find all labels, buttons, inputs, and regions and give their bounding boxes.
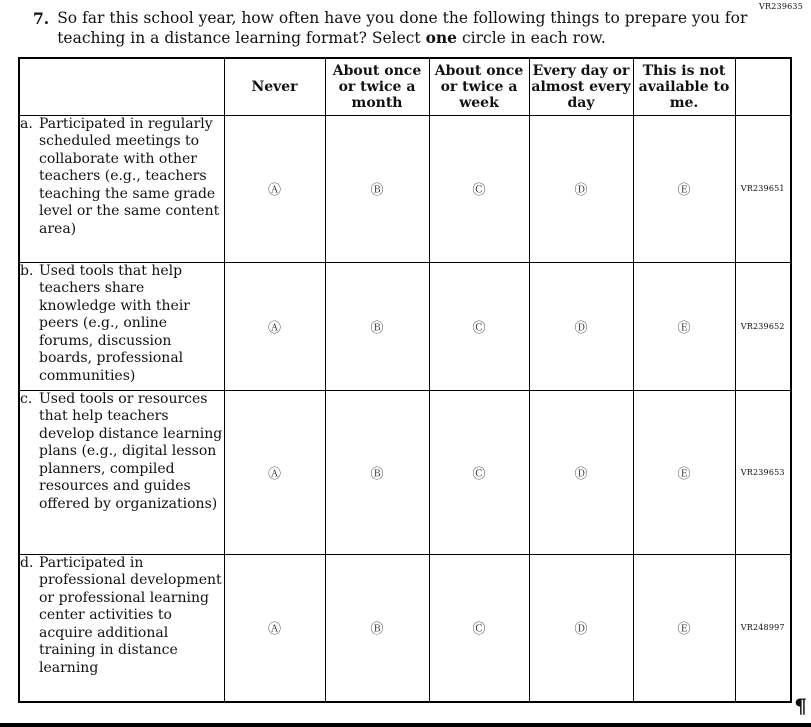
row-c-option-circle-d[interactable]: Ⓓ	[529, 390, 633, 554]
table-row-a	[19, 115, 791, 262]
header-row	[19, 58, 791, 115]
row-b-option-circle-d[interactable]: Ⓓ	[529, 262, 633, 390]
row-a-option-circle-c[interactable]: Ⓒ	[429, 115, 529, 262]
row-c-letter: c.	[20, 390, 33, 407]
table-row-d	[19, 554, 791, 702]
row-c-option-circle-a[interactable]: Ⓐ	[224, 390, 325, 554]
question-bold-word: one	[425, 28, 458, 47]
row-d-variable-code: VR248997	[735, 554, 791, 702]
row-d-text: Participated in professional development or professional learning center activities to acquire additional training in distance learning	[39, 554, 222, 676]
col-header-once-twice-month: About once or twice a month	[325, 58, 429, 115]
row-b-text: Used tools that help teachers share knowledge with their peers (e.g., online forums, discussion boards, professional communities)	[39, 262, 190, 384]
row-a-label	[19, 115, 224, 262]
row-c-label	[19, 390, 224, 554]
stub-header	[19, 58, 224, 115]
row-b-variable-code: VR239652	[735, 262, 791, 390]
row-c-option-circle-e[interactable]: Ⓔ	[633, 390, 735, 554]
row-a-variable-code: VR239651	[735, 115, 791, 262]
row-b-option-circle-a[interactable]: Ⓐ	[224, 262, 325, 390]
question-block	[0, 0, 811, 57]
row-a-option-circle-e[interactable]: Ⓔ	[633, 115, 735, 262]
table-row-b	[19, 262, 791, 390]
row-b-letter: b.	[20, 262, 34, 279]
row-a-option-circle-d[interactable]: Ⓓ	[529, 115, 633, 262]
question-text-part2: circle in each row.	[457, 29, 606, 47]
row-c-option-circle-b[interactable]: Ⓑ	[325, 390, 429, 554]
row-b-option-circle-e[interactable]: Ⓔ	[633, 262, 735, 390]
response-matrix-table	[18, 57, 792, 703]
table-row-c	[19, 390, 791, 554]
pilcrow-mark: ¶	[794, 694, 807, 718]
row-c-text: Used tools or resources that help teachers develop distance learning plans (e.g., digital lesson planners, compiled resources and guides offered by organizations)	[39, 390, 223, 512]
row-b-option-circle-b[interactable]: Ⓑ	[325, 262, 429, 390]
page-bottom-edge	[0, 723, 811, 727]
row-d-option-circle-a[interactable]: Ⓐ	[224, 554, 325, 702]
row-b-label	[19, 262, 224, 390]
row-a-letter: a.	[20, 115, 33, 132]
col-header-every-day: Every day or almost every day	[529, 58, 633, 115]
row-d-option-circle-e[interactable]: Ⓔ	[633, 554, 735, 702]
row-a-text: Participated in regularly scheduled meetings to collaborate with other teachers (e.g., teachers teaching the same grade level or the same content area)	[39, 115, 220, 237]
col-header-never: Never	[224, 58, 325, 115]
page-variable-code: VR239635	[759, 2, 803, 11]
col-header-once-twice-week: About once or twice a week	[429, 58, 529, 115]
row-d-option-circle-d[interactable]: Ⓓ	[529, 554, 633, 702]
row-a-option-circle-a[interactable]: Ⓐ	[224, 115, 325, 262]
row-a-option-circle-b[interactable]: Ⓑ	[325, 115, 429, 262]
question-text-part1: So far this school year, how often have you done the following things to prepare you for teaching in a distance learning format? Select	[57, 9, 748, 47]
col-header-not-available: This is not available to me.	[633, 58, 735, 115]
row-c-variable-code: VR239653	[735, 390, 791, 554]
row-d-label	[19, 554, 224, 702]
row-d-letter: d.	[20, 554, 34, 571]
row-c-option-circle-c[interactable]: Ⓒ	[429, 390, 529, 554]
question-number: 7.	[33, 9, 50, 28]
row-d-option-circle-c[interactable]: Ⓒ	[429, 554, 529, 702]
row-d-option-circle-b[interactable]: Ⓑ	[325, 554, 429, 702]
row-b-option-circle-c[interactable]: Ⓒ	[429, 262, 529, 390]
code-column-header	[735, 58, 791, 115]
question-text	[57, 9, 777, 48]
